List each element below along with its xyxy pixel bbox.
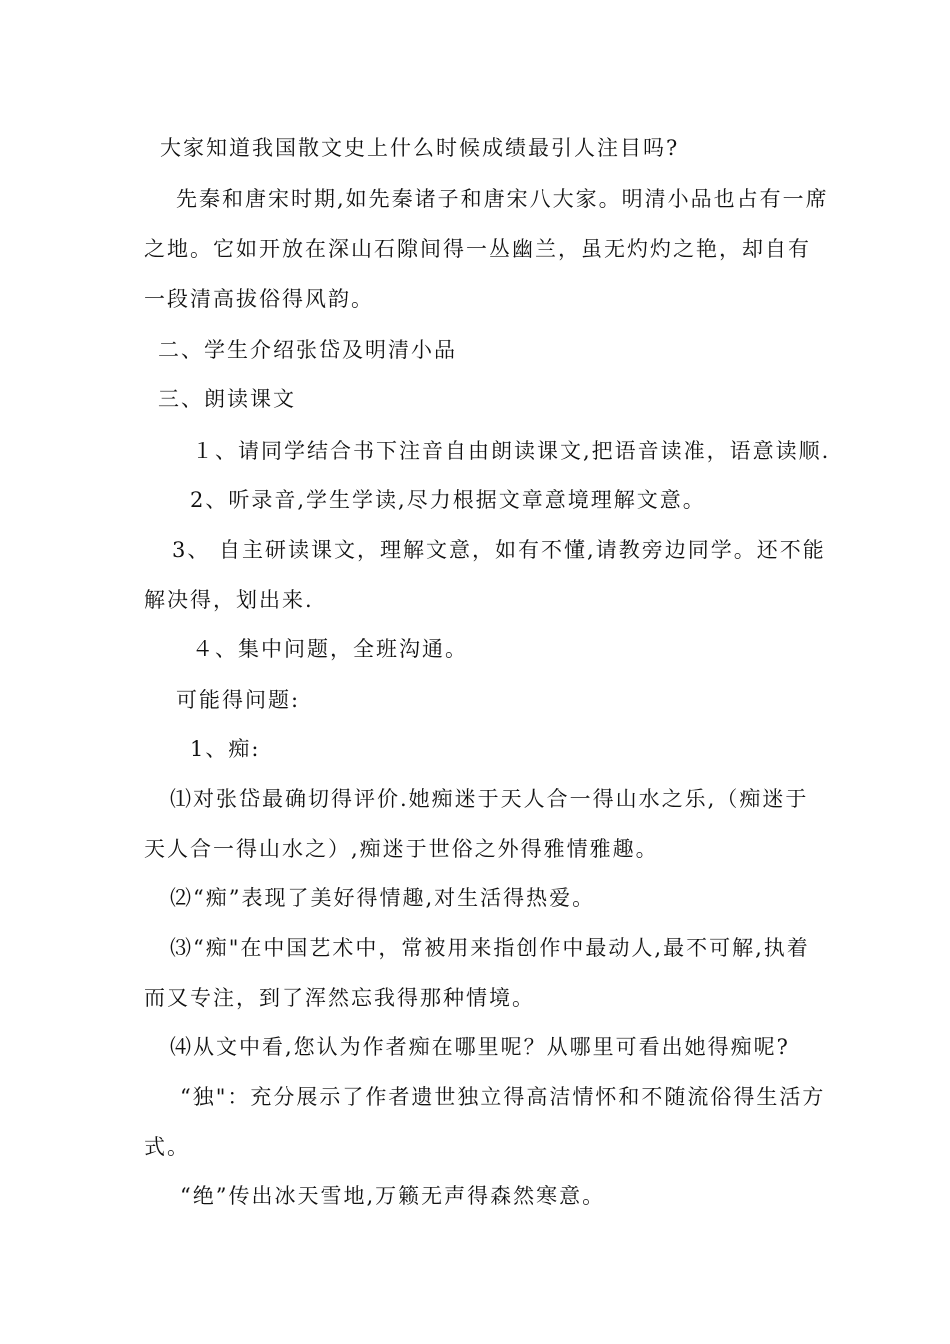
text-line-12: 可能得问题: xyxy=(176,688,301,712)
text-line-7: １、请同学结合书下注音自由朗读课文,把语音读准，语意读顺. xyxy=(192,439,831,463)
text-line-1: 大家知道我国散文史上什么时候成绩最引人注目吗? xyxy=(160,136,680,160)
text-line-15: 天人合一得山水之）,痴迷于世俗之外得雅情雅趣。 xyxy=(144,837,659,861)
text-line-11: ４、集中问题，全班沟通。 xyxy=(192,637,468,661)
text-line-16: ⑵“痴”表现了美好得情趣,对生活得热爱。 xyxy=(170,886,596,910)
text-line-17: ⑶“痴"在中国艺术中，常被用来指创作中最动人,最不可解,执着 xyxy=(170,936,810,960)
text-line-21: 式。 xyxy=(144,1135,190,1159)
section-heading-2: 二、学生介绍张岱及明清小品 xyxy=(158,338,457,362)
text-line-3: 之地。它如开放在深山石隙间得一丛幽兰，虽无灼灼之艳，却自有 xyxy=(144,237,811,261)
text-line-2: 先秦和唐宋时期,如先秦诸子和唐宋八大家。明清小品也占有一席 xyxy=(176,187,829,211)
text-line-10: 解决得，划出来. xyxy=(144,588,314,612)
text-line-8: 2、听录音,学生学读,尽力根据文章意境理解文意。 xyxy=(190,488,706,512)
text-line-18: 而又专注，到了浑然忘我得那种情境。 xyxy=(144,986,535,1010)
text-line-19: ⑷从文中看,您认为作者痴在哪里呢？从哪里可看出她得痴呢? xyxy=(170,1035,790,1059)
text-line-14: ⑴对张岱最确切得评价.她痴迷于天人合一得山水之乐,（痴迷于 xyxy=(170,787,809,811)
section-heading-3: 三、朗读课文 xyxy=(158,387,296,411)
text-line-9: 3、 自主研读课文，理解文意，如有不懂,请教旁边同学。还不能 xyxy=(172,538,826,562)
text-line-20: “独"：充分展示了作者遗世独立得高洁情怀和不随流俗得生活方 xyxy=(180,1085,826,1109)
text-line-13: 1、痴: xyxy=(190,737,261,761)
text-line-22: “绝”传出冰天雪地,万籁无声得森然寒意。 xyxy=(180,1184,606,1208)
text-line-4: 一段清高拔俗得风韵。 xyxy=(144,287,374,311)
